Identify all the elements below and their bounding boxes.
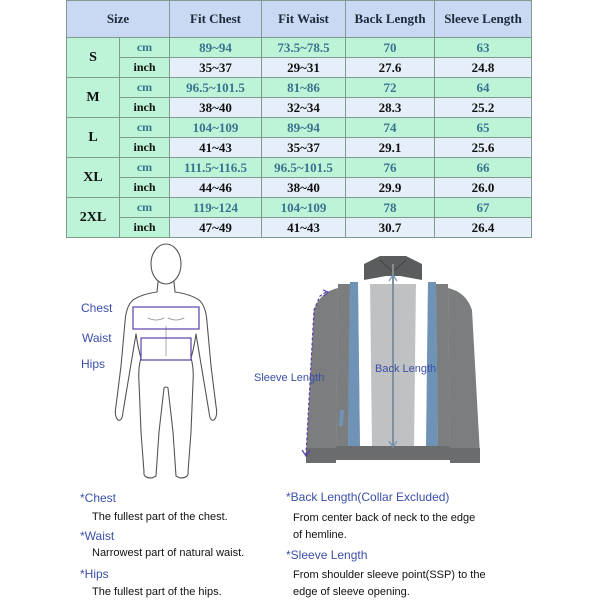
chest-cell: 96.5~101.5: [170, 78, 262, 98]
table-row: [67, 78, 532, 98]
waist-cell: 35~37: [262, 138, 346, 158]
size-label: XL: [67, 158, 120, 198]
note-waist-desc: Narrowest part of natural waist.: [92, 547, 245, 559]
back-length-cell: 74: [346, 118, 435, 138]
sleeve-length-cell: 64: [435, 78, 532, 98]
unit-cell: inch: [120, 178, 170, 198]
sleeve-length-cell: 26.4: [435, 218, 532, 238]
note-back-length-title: *Back Length(Collar Excluded): [286, 490, 450, 504]
hips-figure-label: Hips: [81, 357, 106, 371]
chest-figure-label: Chest: [81, 301, 113, 315]
waist-cell: 89~94: [262, 118, 346, 138]
chest-cell: 111.5~116.5: [170, 158, 262, 178]
waist-cell: 96.5~101.5: [262, 158, 346, 178]
unit-cell: cm: [120, 38, 170, 58]
sleeve-length-cell: 67: [435, 198, 532, 218]
table-row: [67, 118, 532, 138]
chest-cell: 89~94: [170, 38, 262, 58]
chest-cell: 47~49: [170, 218, 262, 238]
size-label: 2XL: [67, 198, 120, 238]
table-row: [67, 218, 532, 238]
unit-cell: inch: [120, 138, 170, 158]
back-length-cell: 29.1: [346, 138, 435, 158]
waist-cell: 104~109: [262, 198, 346, 218]
sleeve-length-cell: 24.8: [435, 58, 532, 78]
table-row: [67, 58, 532, 78]
back-length-figure-label: Back Length: [375, 363, 437, 375]
chest-cell: 38~40: [170, 98, 262, 118]
size-chart-table: [66, 0, 532, 238]
note-back-length-desc-line1: From center back of neck to the edge: [293, 512, 476, 524]
header-size: Size: [67, 1, 170, 38]
back-length-cell: 27.6: [346, 58, 435, 78]
back-length-cell: 29.9: [346, 178, 435, 198]
waist-cell: 81~86: [262, 78, 346, 98]
back-length-cell: 28.3: [346, 98, 435, 118]
note-sleeve-length-desc-line2: edge of sleeve opening.: [293, 586, 410, 598]
size-label: L: [67, 118, 120, 158]
sleeve-length-cell: 25.2: [435, 98, 532, 118]
unit-cell: cm: [120, 198, 170, 218]
sleeve-length-cell: 25.6: [435, 138, 532, 158]
note-hips-title: *Hips: [80, 567, 109, 581]
back-length-cell: 78: [346, 198, 435, 218]
table-row: [67, 38, 532, 58]
note-chest-desc: The fullest part of the chest.: [92, 511, 228, 523]
sleeve-length-cell: 65: [435, 118, 532, 138]
unit-cell: cm: [120, 118, 170, 138]
unit-cell: cm: [120, 158, 170, 178]
table-row: [67, 98, 532, 118]
sleeve-length-cell: 66: [435, 158, 532, 178]
table-row: [67, 158, 532, 178]
chest-cell: 35~37: [170, 58, 262, 78]
header-fit-waist: Fit Waist: [262, 1, 346, 38]
chest-cell: 104~109: [170, 118, 262, 138]
unit-cell: inch: [120, 218, 170, 238]
back-length-cell: 72: [346, 78, 435, 98]
chest-cell: 44~46: [170, 178, 262, 198]
note-chest-title: *Chest: [80, 491, 117, 505]
back-length-cell: 76: [346, 158, 435, 178]
table-row: [67, 198, 532, 218]
note-sleeve-length-desc-line1: From shoulder sleeve point(SSP) to the: [293, 569, 486, 581]
unit-cell: cm: [120, 78, 170, 98]
sleeve-length-cell: 26.0: [435, 178, 532, 198]
note-back-length-desc-line2: of hemline.: [293, 529, 347, 541]
header-fit-chest: Fit Chest: [170, 1, 262, 38]
table-row: [67, 138, 532, 158]
size-label: S: [67, 38, 120, 78]
back-length-cell: 30.7: [346, 218, 435, 238]
back-length-cell: 70: [346, 38, 435, 58]
waist-cell: 41~43: [262, 218, 346, 238]
note-sleeve-length-title: *Sleeve Length: [286, 548, 368, 562]
header-sleeve-length: Sleeve Length: [435, 1, 532, 38]
table-row: [67, 178, 532, 198]
unit-cell: inch: [120, 98, 170, 118]
waist-cell: 73.5~78.5: [262, 38, 346, 58]
waist-cell: 32~34: [262, 98, 346, 118]
waist-cell: 29~31: [262, 58, 346, 78]
unit-cell: inch: [120, 58, 170, 78]
waist-cell: 38~40: [262, 178, 346, 198]
sleeve-length-figure-label: Sleeve Length: [254, 372, 325, 384]
note-waist-title: *Waist: [80, 529, 115, 543]
note-hips-desc: The fullest part of the hips.: [92, 586, 222, 598]
chest-cell: 119~124: [170, 198, 262, 218]
table-header-row: [67, 1, 532, 38]
sleeve-length-cell: 63: [435, 38, 532, 58]
waist-figure-label: Waist: [82, 331, 112, 345]
body-outline-illustration: [100, 236, 240, 482]
header-back-length: Back Length: [346, 1, 435, 38]
size-label: M: [67, 78, 120, 118]
chest-cell: 41~43: [170, 138, 262, 158]
